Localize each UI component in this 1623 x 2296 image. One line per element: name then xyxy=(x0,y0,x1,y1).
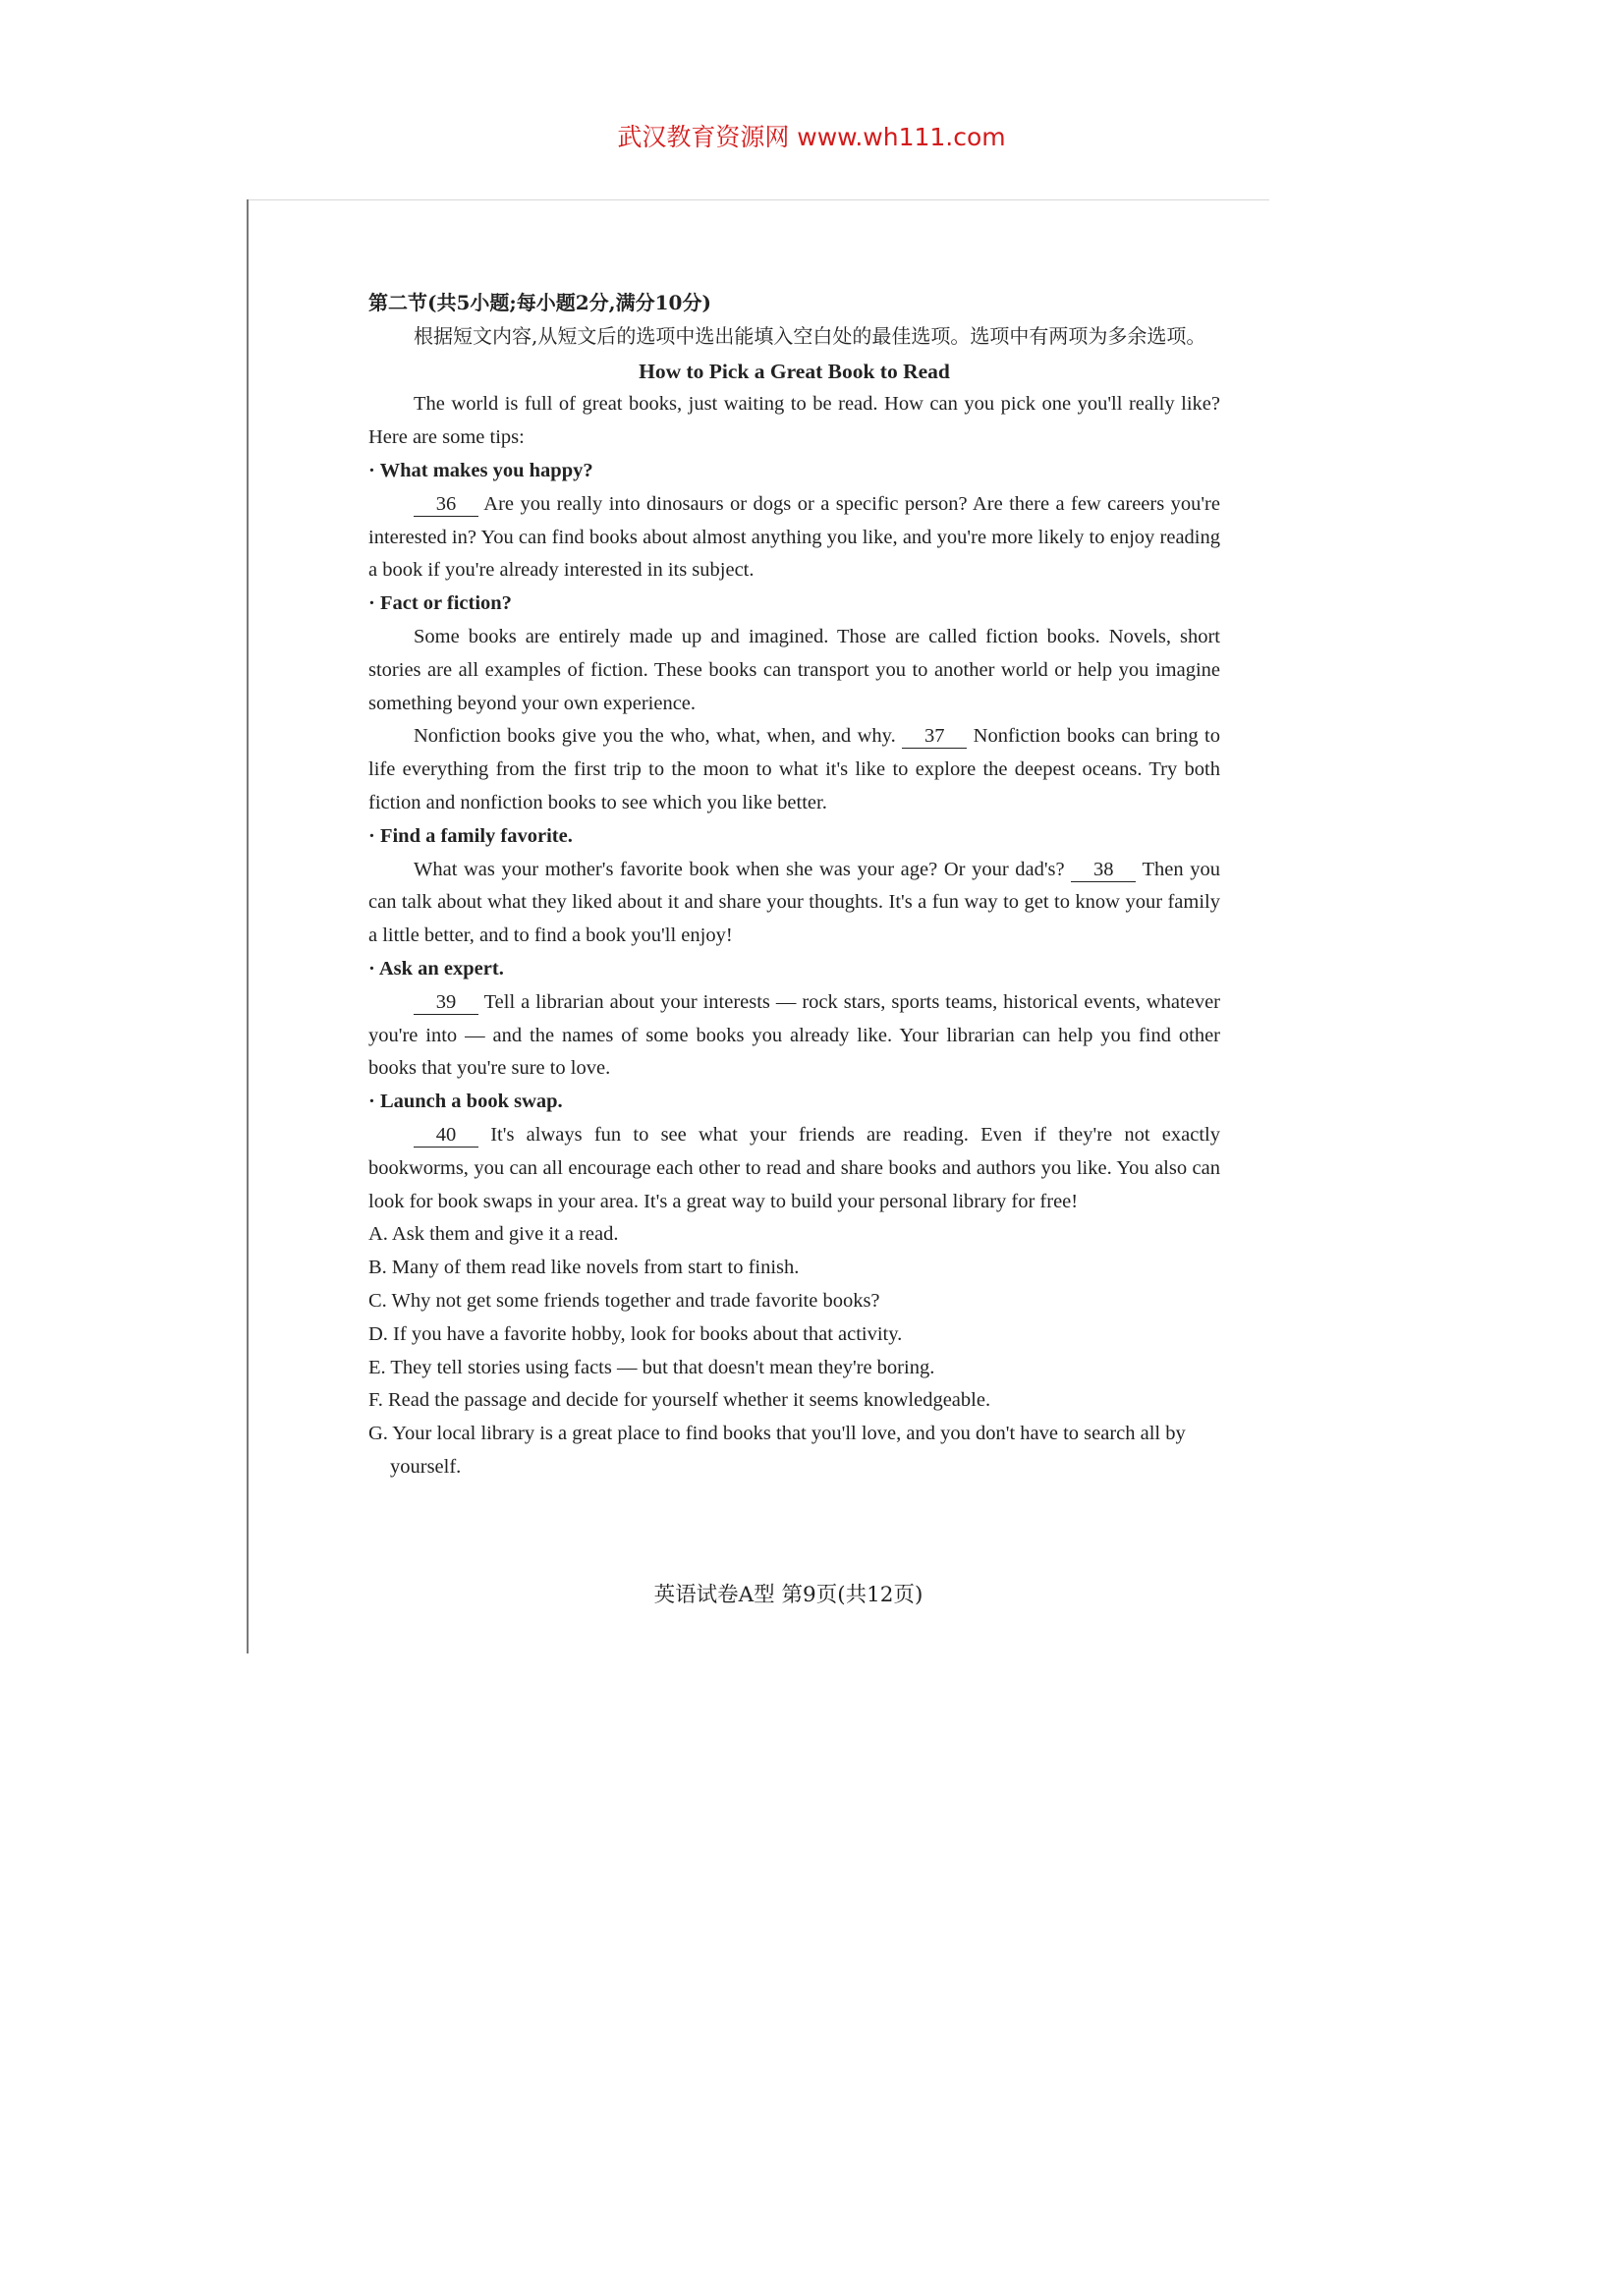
tip-heading: · What makes you happy? xyxy=(368,459,593,481)
paragraph-text: Then you can talk about what they liked about it and share your thoughts. It's a fun way to get to know your family a little better, and to find a book you'll enjoy! xyxy=(368,858,1221,947)
passage-title: How to Pick a Great Book to Read xyxy=(639,359,950,383)
blank-37: 37 xyxy=(902,724,967,749)
paragraph-text: What was your mother's favorite book when she was your age? Or your dad's? xyxy=(414,858,1065,880)
scan-left-edge xyxy=(247,199,249,1653)
tip-heading: · Fact or fiction? xyxy=(368,592,512,615)
paragraph-text: Are you really into dinosaurs or dogs or a specific person? Are there a few careers you're interested in? You can find books about almost anything you like, and you're more likely to enjoy reading a book if you're already interested in its subject. xyxy=(368,492,1220,582)
exam-content xyxy=(368,287,1220,1484)
instruction: 根据短文内容,从短文后的选项中选出能填入空白处的最佳选项。选项中有两项为多余选项。 xyxy=(414,323,1206,348)
intro-paragraph: The world is full of great books, just waiting to be read. How can you pick one you'll really like? Here are some tips: xyxy=(368,393,1220,449)
option-e: E. They tell stories using facts — but that doesn't mean they're boring. xyxy=(368,1356,935,1378)
option-d: D. If you have a favorite hobby, look for books about that activity. xyxy=(368,1322,903,1345)
answer-options xyxy=(368,1218,1220,1484)
paragraph xyxy=(368,1119,1220,1218)
blank-38: 38 xyxy=(1071,858,1136,882)
tip-heading: · Launch a book swap. xyxy=(368,1091,563,1113)
paragraph: Some books are entirely made up and imagined. Those are called fiction books. Novels, short stories are all examples of fiction. These books can transport you to another world or help you imagine something beyond your own experience. xyxy=(368,625,1220,714)
site-header: 武汉教育资源网 www.wh111.com xyxy=(617,123,1006,151)
paragraph-text: Nonfiction books give you the who, what, when, and why. xyxy=(414,725,896,748)
page-footer: 英语试卷A型 第9页(共12页) xyxy=(653,1583,923,1607)
paragraph xyxy=(368,986,1220,1086)
option-c: C. Why not get some friends together and trade favorite books? xyxy=(368,1289,880,1312)
option-a: A. Ask them and give it a read. xyxy=(368,1223,619,1246)
blank-40: 40 xyxy=(414,1123,478,1148)
paragraph-text: Nonfiction books can bring to life everything from the first trip to the moon to what it's like to explore the deepest oceans. Try both fiction and nonfiction books to see which you like better. xyxy=(368,725,1221,813)
paragraph xyxy=(368,720,1220,819)
option-f: F. Read the passage and decide for yourself whether it seems knowledgeable. xyxy=(368,1389,991,1412)
blank-36: 36 xyxy=(414,492,478,517)
section-heading: 第二节(共5小题;每小题2分,满分10分) xyxy=(368,291,711,314)
scan-top-edge xyxy=(248,199,1269,200)
paragraph xyxy=(368,488,1220,588)
tip-heading: · Ask an expert. xyxy=(368,957,504,980)
paragraph-text: Tell a librarian about your interests — rock stars, sports teams, historical events, whatever you're into — and the names of some books you already like. Your librarian can help you find other books that you're sure to love. xyxy=(368,990,1220,1080)
blank-39: 39 xyxy=(414,990,478,1015)
tip-heading: · Find a family favorite. xyxy=(368,824,573,847)
option-b: B. Many of them read like novels from start to finish. xyxy=(368,1257,800,1279)
option-g: G. Your local library is a great place to find books that you'll love, and you don't have to search all by yourself. xyxy=(368,1423,1186,1478)
paragraph-text: It's always fun to see what your friends are reading. Even if they're not exactly bookworms, you can all encourage each other to read and share books and authors you like. You also can look for book swaps in your area. It's a great way to build your personal library for free! xyxy=(368,1123,1220,1212)
paragraph xyxy=(368,854,1220,953)
